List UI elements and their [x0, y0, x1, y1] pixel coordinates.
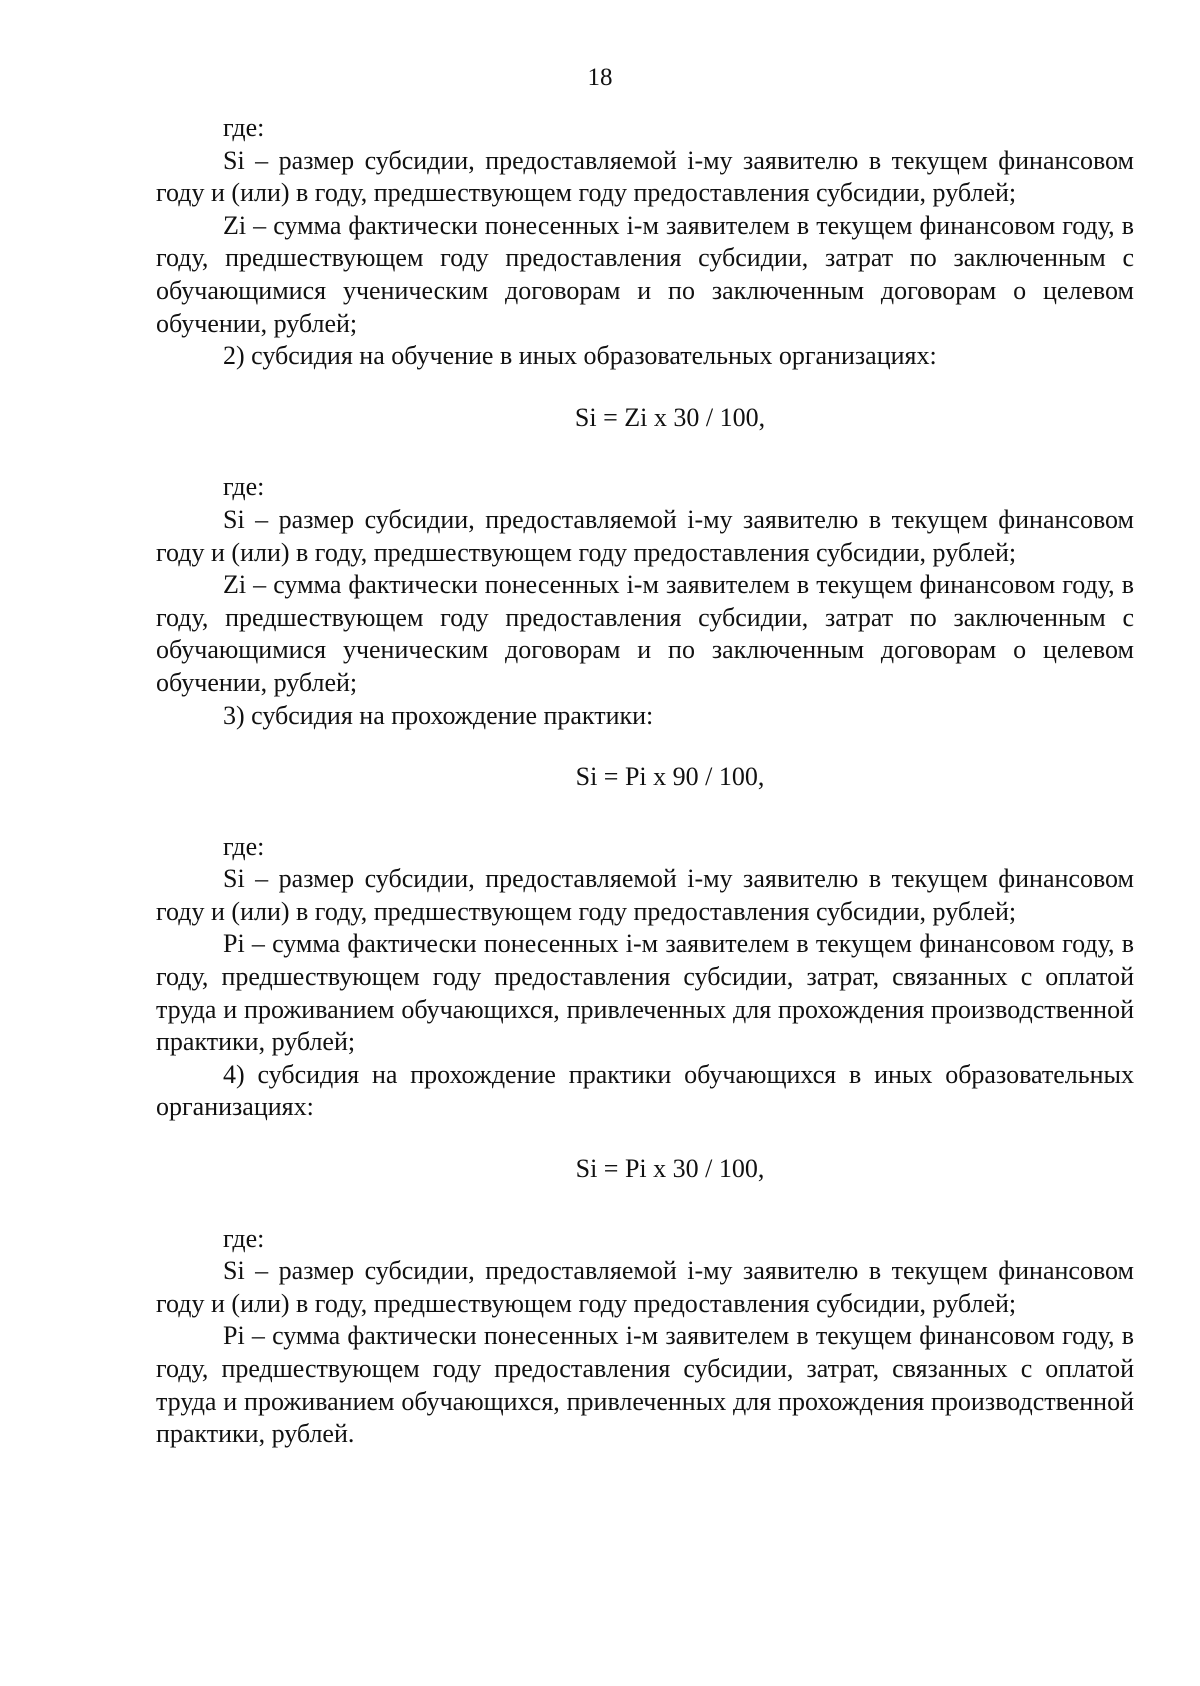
spacer [156, 373, 1134, 402]
formula-2: Si = Pi x 90 / 100, [575, 762, 765, 792]
paragraph-si-definition: Si – размер субсидии, предоставляемой i-му заявителю в текущем финансовом году и (или) в году, предшествующем году предоставления субсидии, рублей; [156, 1256, 1134, 1318]
page-number: 18 [587, 64, 613, 91]
paragraph-where: где: [223, 1223, 265, 1253]
spacer [156, 732, 1134, 761]
paragraph-zi-definition: Zi – сумма фактически понесенных i-м заявителем в текущем финансовом году, в году, предшествующем году предоставления субсидии, затрат по заключенным с обучающимися ученическим договорам и по заключенным договорам о целевом обучении, рублей; [156, 210, 1134, 338]
paragraph-si-definition: Si – размер субсидии, предоставляемой i-му заявителю в текущем финансовом году и (или) в году, предшествующем году предоставления субсидии, рублей; [156, 504, 1134, 567]
paragraph-item-3: 3) субсидия на прохождение практики: [223, 700, 654, 730]
spacer [156, 1186, 1134, 1223]
paragraph-item-4: 4) субсидия на прохождение практики обучающихся в иных образовательных организациях: [156, 1059, 1134, 1122]
paragraph-si-definition: Si – размер субсидии, предоставляемой i-му заявителю в текущем финансовом году и (или) в году, предшествующем году предоставления субсидии, рублей; [156, 864, 1134, 926]
paragraph-pi-definition: Pi – сумма фактически понесенных i-м заявителем в текущем финансовом году, в году, предшествующем году предоставления субсидии, затрат, связанных с оплатой труда и проживанием обучающихся, привлеченных для прохождения производственной практики, рублей. [156, 1321, 1134, 1449]
formula-3: Si = Pi x 30 / 100, [575, 1154, 765, 1184]
spacer [156, 794, 1134, 831]
paragraph-where: где: [223, 831, 265, 861]
formula-1: Si = Zi x 30 / 100, [574, 402, 766, 432]
spacer [156, 434, 1134, 471]
paragraph-si-definition: Si – размер субсидии, предоставляемой i-му заявителю в текущем финансовом году и (или) в году, предшествующем году предоставления субсидии, рублей; [156, 145, 1134, 208]
spacer [156, 1124, 1134, 1153]
paragraph-pi-definition: Pi – сумма фактически понесенных i-м заявителем в текущем финансовом году, в году, предшествующем году предоставления субсидии, затрат, связанных с оплатой труда и проживанием обучающихся, привлеченных для прохождения производственной практики, рублей; [156, 929, 1134, 1057]
paragraph-zi-definition: Zi – сумма фактически понесенных i-м заявителем в текущем финансовом году, в году, предшествующем году предоставления субсидии, затрат по заключенным с обучающимися ученическим договорам и по заключенным договорам о целевом обучении, рублей; [156, 570, 1134, 697]
paragraph-item-2: 2) субсидия на обучение в иных образовательных организациях: [223, 341, 937, 371]
paragraph-where: где: [223, 113, 265, 142]
paragraph-where: где: [223, 472, 265, 502]
document-body [156, 112, 1134, 1451]
